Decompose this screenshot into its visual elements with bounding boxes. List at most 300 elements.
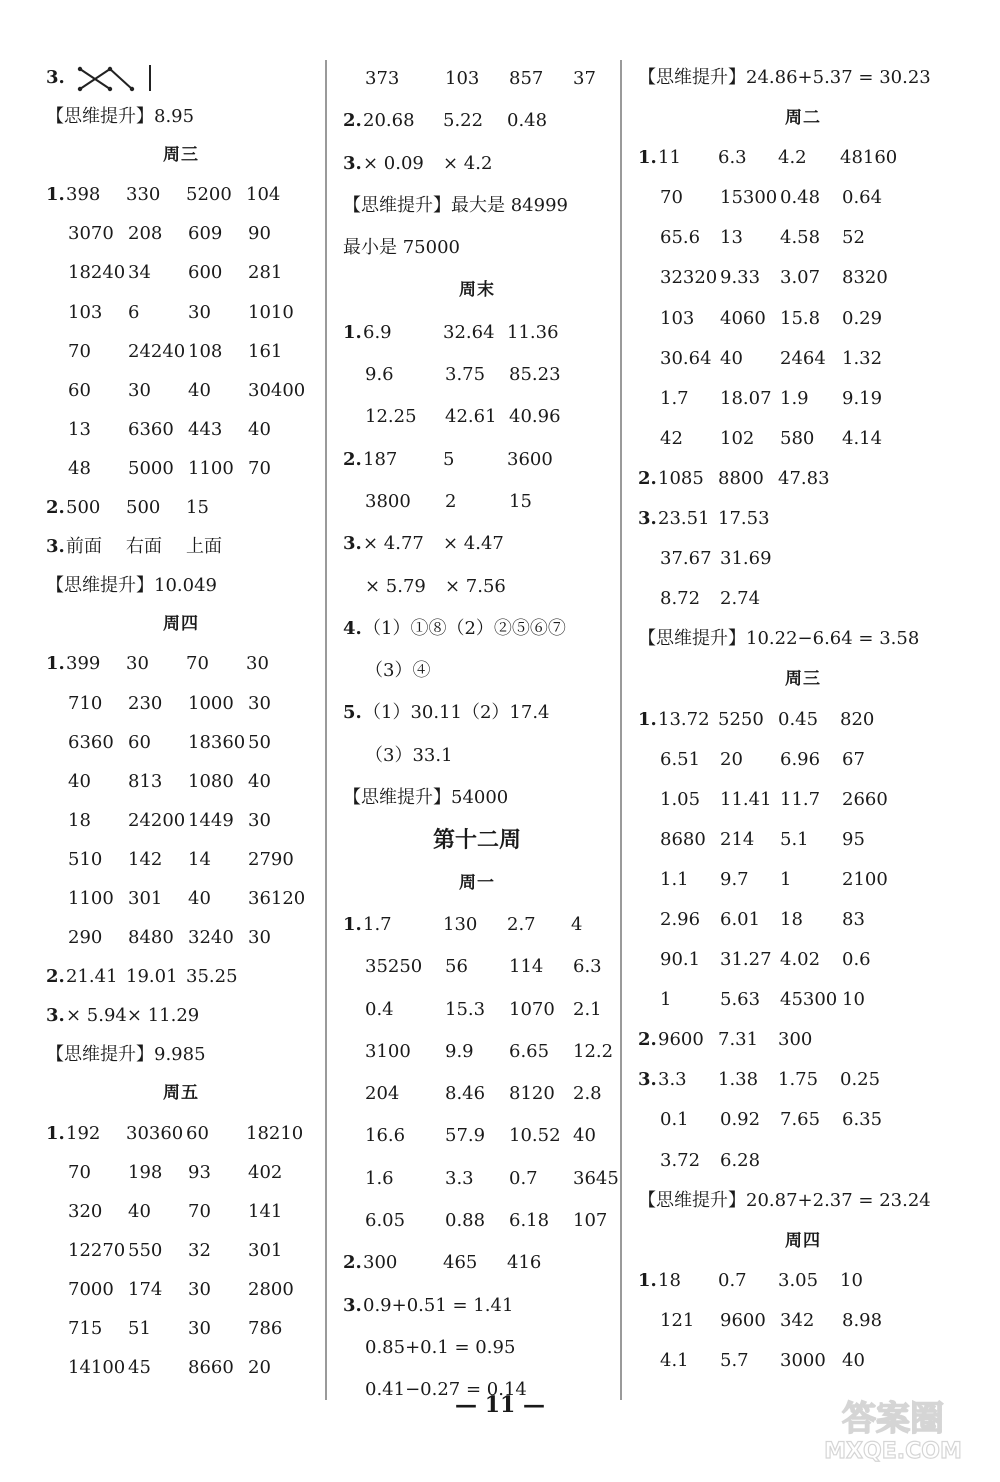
answer-value: × 0.09 <box>363 152 424 174</box>
answer-value: 5200 <box>186 184 232 206</box>
answer-row <box>46 644 316 683</box>
answer-row <box>638 1060 968 1100</box>
answer-value: （1）①⑧ <box>363 617 447 639</box>
answer-value: 281 <box>248 262 283 284</box>
answer-value: 60 <box>186 1122 209 1144</box>
answer-value: 9.6 <box>365 364 394 386</box>
answer-value: 4.58 <box>780 227 821 249</box>
answer-value: 1 <box>660 989 672 1011</box>
answer-row <box>343 1327 611 1369</box>
answer-value: 300 <box>778 1029 813 1051</box>
question-number: 1. <box>46 653 65 675</box>
answer-row <box>343 735 611 777</box>
answer-value: 70 <box>188 1200 211 1222</box>
answer-value: 3645 <box>573 1167 619 1189</box>
answer-value: 47.83 <box>778 467 830 489</box>
answer-row <box>46 1270 316 1309</box>
answer-value: 20 <box>248 1357 271 1379</box>
answer-row <box>46 1309 316 1348</box>
answer-value: 103 <box>445 68 480 89</box>
answer-row <box>46 371 316 410</box>
answer-value: 18 <box>658 1269 681 1291</box>
watermark-text-url: MXQE.COM <box>824 1439 962 1464</box>
answer-value: 174 <box>128 1278 163 1300</box>
answer-value: 40 <box>573 1125 596 1147</box>
answer-value: 21.41 <box>66 966 118 988</box>
answer-row <box>343 354 611 396</box>
answer-value: 95 <box>842 828 865 850</box>
answer-value: 813 <box>128 770 163 792</box>
answer-value: 8.46 <box>445 1083 486 1105</box>
answer-row <box>638 980 968 1020</box>
answer-value: 8120 <box>509 1083 555 1105</box>
answer-value: 40 <box>720 347 743 369</box>
section-heading: 周四 <box>163 614 199 635</box>
answer-value: 10 <box>842 989 865 1011</box>
answer-value: 60 <box>128 731 151 753</box>
answer-value: 6.28 <box>720 1149 761 1171</box>
answer-value: 3070 <box>68 223 114 245</box>
answer-row <box>638 1301 968 1341</box>
answer-row <box>343 481 611 523</box>
answer-value: 5 <box>443 448 455 470</box>
answer-value: 15300 <box>720 187 778 209</box>
answer-value: 19.01 <box>126 966 178 988</box>
answer-value: 18 <box>68 809 91 831</box>
answer-value: 23.51 <box>658 508 710 530</box>
answer-row <box>46 762 316 801</box>
answer-value: （3）④ <box>365 660 431 682</box>
answer-value: 30 <box>128 379 151 401</box>
answer-value: 1080 <box>188 770 234 792</box>
matching-dot-mark <box>78 67 82 71</box>
answer-value: 6.9 <box>363 321 392 343</box>
answer-value: 6.3 <box>573 956 602 978</box>
question-number: 5. <box>343 702 362 724</box>
answer-row <box>343 1073 611 1115</box>
answer-value: 11.41 <box>720 788 772 810</box>
answer-value: 104 <box>246 184 281 206</box>
answer-value: 60 <box>68 379 91 401</box>
answer-value: 24200 <box>128 809 186 831</box>
question-number: 2. <box>343 110 362 132</box>
answer-value: 301 <box>248 1239 283 1261</box>
answer-value: 30400 <box>248 379 306 401</box>
answer-value: 11.36 <box>507 321 559 343</box>
answer-value: 13.72 <box>658 708 710 730</box>
answer-value: 65.6 <box>660 227 701 249</box>
answer-value: 18.07 <box>720 387 772 409</box>
answer-value: 6360 <box>128 418 174 440</box>
answer-value: 0.4 <box>365 998 394 1020</box>
section-heading: 周四 <box>785 1230 821 1251</box>
answer-value: 121 <box>660 1309 695 1331</box>
answer-value: 30 <box>248 809 271 831</box>
answer-value: 7.65 <box>780 1109 821 1131</box>
answer-row <box>343 1200 611 1242</box>
question-number: 2. <box>343 448 362 470</box>
answer-value: 130 <box>443 913 478 935</box>
answer-value: 0.64 <box>842 187 883 209</box>
answer-value: 9.7 <box>720 868 749 890</box>
answer-value: 9.33 <box>720 267 761 289</box>
answer-value: 1100 <box>188 457 234 479</box>
answer-value: 208 <box>128 223 163 245</box>
question-number: 3. <box>46 1005 65 1027</box>
answer-value: 上面 <box>186 536 222 558</box>
answer-value: 36120 <box>248 887 306 909</box>
question-number: 3. <box>46 67 65 88</box>
answer-value: 500 <box>126 497 161 519</box>
question-number: 2. <box>46 966 65 988</box>
answer-value: 107 <box>573 1210 608 1232</box>
question-number: 3. <box>343 1294 362 1316</box>
answer-value: 5.22 <box>443 110 484 132</box>
answer-value: 1.7 <box>363 913 392 935</box>
answer-value: 0.7 <box>718 1269 747 1291</box>
answer-value: 30 <box>248 692 271 714</box>
watermark-text-cn: 答案圈 <box>842 1399 944 1439</box>
answer-value: 0.45 <box>778 708 819 730</box>
answer-row <box>343 143 611 185</box>
answer-row <box>46 175 316 214</box>
answer-value: 398 <box>66 184 101 206</box>
answer-value: 6.51 <box>660 748 701 770</box>
answer-value: 30 <box>246 653 269 675</box>
answer-row <box>46 879 316 918</box>
answer-value: 342 <box>780 1309 815 1331</box>
answer-value: 1449 <box>188 809 234 831</box>
answer-value: 8.98 <box>842 1309 883 1331</box>
question-number: 3. <box>638 1069 657 1091</box>
answer-row <box>343 312 611 354</box>
section-heading: 周三 <box>785 669 821 690</box>
answer-value: 30 <box>248 927 271 949</box>
answer-value: 1100 <box>68 887 114 909</box>
answer-row <box>638 339 968 379</box>
question-number: 3. <box>638 508 657 530</box>
answer-row <box>638 419 968 459</box>
thinking-answer: 【思维提升】20.87+2.37 = 23.24 <box>638 1189 931 1211</box>
answer-value: 83 <box>842 908 865 930</box>
answer-row <box>46 527 316 566</box>
answer-value: 204 <box>365 1083 400 1105</box>
answer-value: 90 <box>248 223 271 245</box>
answer-value: 1.6 <box>365 1167 394 1189</box>
answer-value: 3.07 <box>780 267 821 289</box>
answer-value: 32.64 <box>443 321 495 343</box>
week-heading: 第十二周 <box>432 827 521 854</box>
answer-value: 90.1 <box>660 949 701 971</box>
answer-value: 1010 <box>248 301 294 323</box>
thinking-answer: 【思维提升】10.22−6.64 = 3.58 <box>638 628 920 650</box>
answer-row <box>638 860 968 900</box>
answer-value: 230 <box>128 692 163 714</box>
answer-value: 0.25 <box>840 1069 881 1091</box>
answer-value: 2.8 <box>573 1083 602 1105</box>
answer-value: 3240 <box>188 927 234 949</box>
question-number: 2. <box>638 1029 657 1051</box>
answer-value: 15 <box>186 497 209 519</box>
answer-value: 12270 <box>68 1239 126 1261</box>
answer-value: 2790 <box>248 848 294 870</box>
answer-value: 187 <box>363 448 398 470</box>
answer-value: 30360 <box>126 1122 184 1144</box>
answer-value: × 5.79 <box>365 575 426 597</box>
answer-value: 102 <box>720 427 755 449</box>
answer-row <box>343 566 611 608</box>
answer-value: 4060 <box>720 307 766 329</box>
answer-line: 最小是 75000 <box>343 237 460 259</box>
answer-row <box>638 820 968 860</box>
answer-value: 550 <box>128 1239 163 1261</box>
answer-row <box>343 1285 611 1327</box>
answer-value: 8.72 <box>660 588 701 610</box>
answer-row <box>638 579 968 619</box>
answer-value: 6.01 <box>720 908 761 930</box>
answer-row <box>46 996 316 1035</box>
answer-row <box>638 218 968 258</box>
answer-value: 40 <box>188 887 211 909</box>
answer-row <box>343 1115 611 1157</box>
answer-value: 10.52 <box>509 1125 561 1147</box>
answer-value: × 4.77 <box>363 533 424 555</box>
answer-value: 0.48 <box>780 187 821 209</box>
answer-row <box>46 840 316 879</box>
thinking-answer: 【思维提升】9.985 <box>46 1044 206 1066</box>
answer-value: 600 <box>188 262 223 284</box>
answer-row <box>343 439 611 481</box>
thinking-answer: 【思维提升】24.86+5.37 = 30.23 <box>638 67 931 88</box>
matching-dot-mark <box>78 87 82 91</box>
answer-value: 10 <box>840 1269 863 1291</box>
answer-value: 4.14 <box>842 427 883 449</box>
answer-value: 前面 <box>66 536 102 558</box>
section-heading: 周三 <box>163 145 199 166</box>
answer-row <box>343 692 611 734</box>
answer-value: 67 <box>842 748 865 770</box>
answer-value: 50 <box>248 731 271 753</box>
answer-row <box>46 410 316 449</box>
answer-value: 1000 <box>188 692 234 714</box>
answer-value: 40 <box>842 1350 865 1371</box>
answer-value: 6.18 <box>509 1210 550 1232</box>
answer-row <box>343 608 611 650</box>
answer-value: 18240 <box>68 262 126 284</box>
answer-value: 70 <box>68 1161 91 1183</box>
answer-value: 45 <box>128 1357 151 1379</box>
answer-value: 0.48 <box>507 110 548 132</box>
answer-row <box>343 1242 611 1284</box>
answer-value: 12.25 <box>365 406 417 428</box>
answer-value: 52 <box>842 227 865 249</box>
answer-value: 5.1 <box>780 828 809 850</box>
answer-value: 2464 <box>780 347 826 369</box>
answer-value: 1070 <box>509 998 555 1020</box>
answer-value: 0.88 <box>445 1210 486 1232</box>
answer-value: 4.1 <box>660 1350 689 1371</box>
answer-row <box>46 1348 316 1387</box>
answer-value: 1 <box>780 868 792 890</box>
answer-value: 4.02 <box>780 949 821 971</box>
answer-value: 70 <box>248 457 271 479</box>
answer-value: 6360 <box>68 731 114 753</box>
answer-value: 6.96 <box>780 748 821 770</box>
answer-value: 373 <box>365 68 400 89</box>
answer-value: 9.19 <box>842 387 883 409</box>
answer-value: 0.29 <box>842 307 883 329</box>
answer-value: 93 <box>188 1161 211 1183</box>
answer-value: 40.96 <box>509 406 561 428</box>
answer-value: 2.96 <box>660 908 701 930</box>
answer-row <box>638 258 968 298</box>
answer-value: 2100 <box>842 868 888 890</box>
question-number: 2. <box>343 1252 362 1274</box>
answer-value: （2）17.4 <box>461 702 550 724</box>
answer-value: 34 <box>128 262 151 284</box>
answer-value: 16.6 <box>365 1125 406 1147</box>
answer-row <box>343 396 611 438</box>
answer-value: 13 <box>68 418 91 440</box>
answer-column-3 <box>638 58 968 1381</box>
answer-value: 3.3 <box>658 1069 687 1091</box>
answer-value: 2.1 <box>573 998 602 1020</box>
answer-value: 8480 <box>128 927 174 949</box>
answer-row <box>638 940 968 980</box>
answer-row <box>343 946 611 988</box>
section-heading: 周二 <box>785 108 821 129</box>
answer-value: 1.1 <box>660 868 689 890</box>
matching-lines-drawing <box>66 63 156 93</box>
answer-row <box>343 904 611 946</box>
answer-value: 6.05 <box>365 1210 406 1232</box>
answer-value: 18 <box>780 908 803 930</box>
answer-value: 48160 <box>840 147 898 169</box>
answer-value: 37.67 <box>660 548 712 570</box>
answer-value: 56 <box>445 956 468 978</box>
answer-row <box>638 740 968 780</box>
answer-value: 1085 <box>658 467 704 489</box>
answer-row <box>46 1153 316 1192</box>
answer-value: 141 <box>248 1200 283 1222</box>
answer-column-2 <box>343 58 619 1412</box>
answer-value: 11.7 <box>780 788 821 810</box>
answer-value: 2.74 <box>720 588 761 610</box>
answer-value: 3.3 <box>445 1167 474 1189</box>
answer-value: 42.61 <box>445 406 497 428</box>
answer-value: 399 <box>66 653 101 675</box>
answer-value: 右面 <box>126 536 162 558</box>
answer-row <box>46 1114 316 1153</box>
answer-value: 402 <box>248 1161 283 1183</box>
thinking-answer: 【思维提升】10.049 <box>46 575 217 597</box>
question-number: 1. <box>46 1122 65 1144</box>
answer-value: 500 <box>66 497 101 519</box>
answer-value: 48 <box>68 457 91 479</box>
answer-value: 7.31 <box>718 1029 759 1051</box>
question-number: 1. <box>638 1269 657 1291</box>
column-divider-left <box>325 60 327 1400</box>
question-number: 3. <box>343 152 362 174</box>
answer-value: 416 <box>507 1252 542 1274</box>
answer-value: 290 <box>68 927 103 949</box>
answer-value: × 4.47 <box>443 533 504 555</box>
question-number: 1. <box>46 184 65 206</box>
question-number: 3. <box>343 533 362 555</box>
answer-value: 37 <box>573 68 596 89</box>
answer-row <box>638 299 968 339</box>
answer-value: 51 <box>128 1318 151 1339</box>
answer-row <box>343 989 611 1031</box>
answer-value: 15 <box>509 490 532 512</box>
answer-row <box>343 1158 619 1200</box>
answer-value: 3800 <box>365 490 411 512</box>
answer-value: 20 <box>720 748 743 770</box>
answer-row <box>638 459 968 499</box>
answer-value: 3.72 <box>660 1149 701 1171</box>
answer-value: × 7.56 <box>445 575 506 597</box>
question-number: 1. <box>638 708 657 730</box>
answer-value: 7000 <box>68 1278 114 1300</box>
question-number: 2. <box>638 467 657 489</box>
answer-value: 1.9 <box>780 387 809 409</box>
answer-value: 443 <box>188 418 223 440</box>
answer-value: 32 <box>188 1239 211 1261</box>
answer-value: 5.63 <box>720 989 761 1011</box>
answer-value: 40 <box>68 770 91 792</box>
answer-value: 198 <box>128 1161 163 1183</box>
answer-value: 465 <box>443 1252 478 1274</box>
answer-value: 6.3 <box>718 147 747 169</box>
answer-value: 0.92 <box>720 1109 761 1131</box>
answer-value: （3）33.1 <box>365 744 453 766</box>
answer-value: 9.9 <box>445 1040 474 1062</box>
answer-value: 57.9 <box>445 1125 486 1147</box>
section-heading: 周末 <box>459 280 495 301</box>
answer-row <box>638 1100 968 1140</box>
answer-value: 103 <box>660 307 695 329</box>
answer-value: 6 <box>128 301 140 323</box>
watermark-logo <box>805 1394 980 1464</box>
answer-value: 142 <box>128 848 163 870</box>
answer-row <box>46 1231 316 1270</box>
answer-value: 1.75 <box>778 1069 819 1091</box>
answer-value: 1.32 <box>842 347 883 369</box>
answer-value: 510 <box>68 848 103 870</box>
answer-value: 2 <box>445 490 457 512</box>
answer-value: × 4.2 <box>443 152 493 174</box>
answer-value: 114 <box>509 956 544 978</box>
answer-row <box>638 539 968 579</box>
answer-value: 1.38 <box>718 1069 759 1091</box>
answer-row <box>46 214 316 253</box>
section-heading: 周一 <box>459 872 495 893</box>
answer-value: 1.05 <box>660 788 701 810</box>
answer-value: 857 <box>509 68 544 89</box>
answer-value: 18360 <box>188 731 246 753</box>
answer-row <box>638 900 968 940</box>
answer-value: 214 <box>720 828 755 850</box>
answer-value: 32320 <box>660 267 718 289</box>
answer-row <box>46 253 316 292</box>
answer-value: 609 <box>188 223 223 245</box>
answer-row <box>46 293 316 332</box>
matching-dot-mark <box>108 87 112 91</box>
answer-value: 715 <box>68 1318 103 1339</box>
answer-value: （1）30.11 <box>363 702 462 724</box>
answer-value: × 5.94 <box>66 1005 127 1027</box>
answer-value: 35.25 <box>186 966 238 988</box>
